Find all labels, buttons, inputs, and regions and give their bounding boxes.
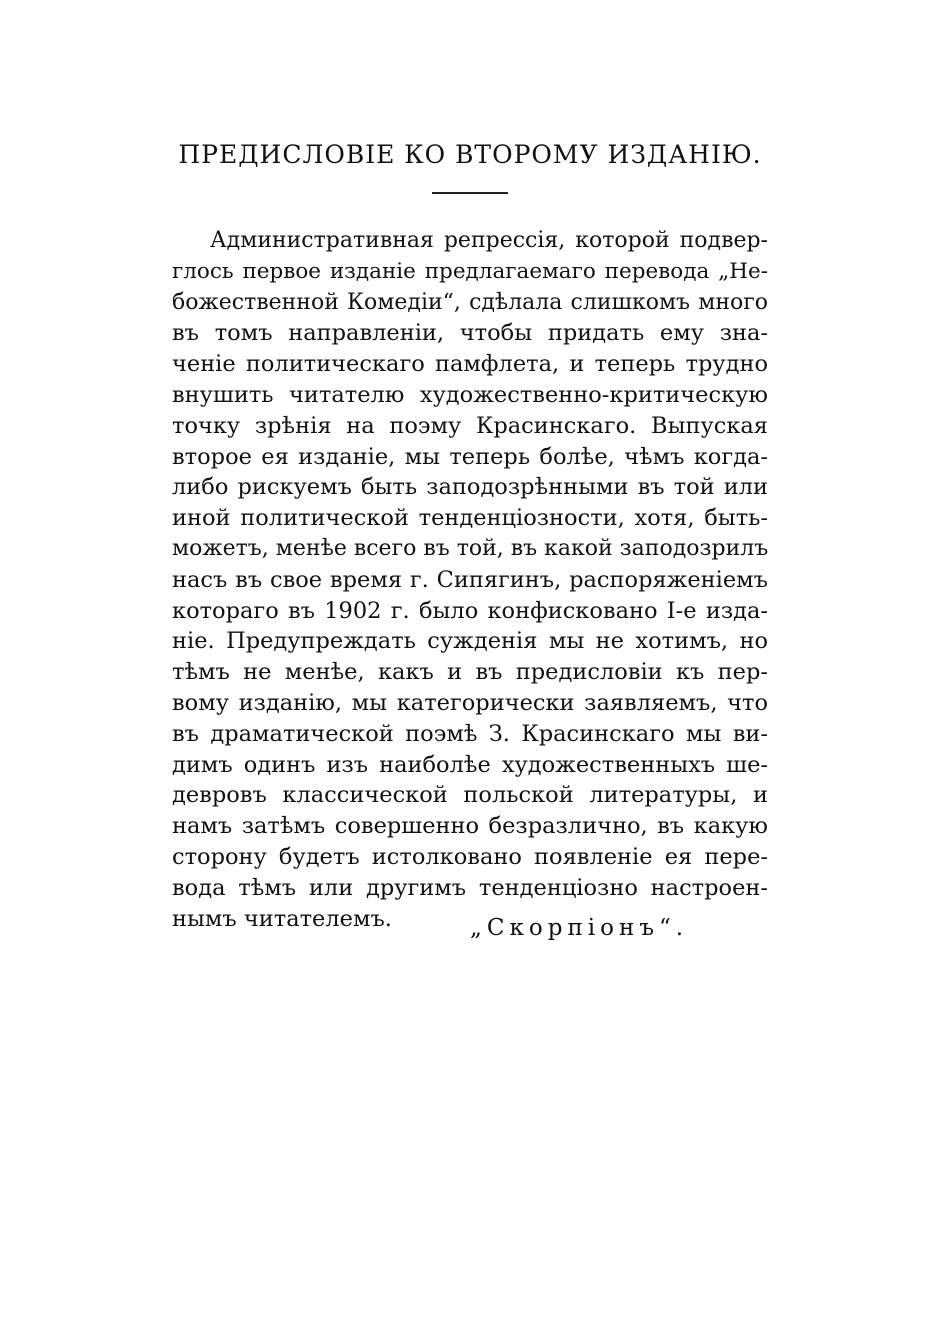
text-line: въ драматической поэмѣ З. Красинскаго мы ви- [172,720,768,747]
text-line: въ томъ направленіи, чтобы придать ему зна- [172,320,768,347]
text-line: котораго въ 1902 г. было конфисковано I-е изда- [172,597,768,624]
text-line: второе ея изданіе, мы теперь болѣе, чѣмъ когда- [172,443,768,470]
text-line: точку зрѣнія на поэму Красинскаго. Выпуская [172,412,768,439]
text-line: вому изданію, мы категорически заявляемъ, что [172,689,768,716]
text-line: можетъ, менѣе всего въ той, въ какой заподозрилъ [172,535,768,561]
text-line: Административная репрессія, которой подвер- [210,228,768,253]
text-line: нымъ читателемъ. [172,905,392,932]
text-line: девровъ классической польской литературы, и [172,782,768,809]
text-line: глось первое изданіе предлагаемаго перевода „Не- [172,258,768,284]
text-line: вода тѣмъ или другимъ тенденціозно настроен- [172,874,768,901]
text-line: ченіе политическаго памфлета, и теперь трудно [172,351,768,378]
page-title: ПРЕДИСЛОВІЕ КО ВТОРОМУ ИЗДАНІЮ. [178,140,762,169]
text-line: ніе. Предупреждать сужденія мы не хотимъ, но [172,628,768,655]
text-line: либо рискуемъ быть заподозрѣнными въ той или [172,474,768,501]
text-line: намъ затѣмъ совершенно безразлично, въ какую [172,813,768,840]
text-line: божественной Комедіи“, сдѣлала слишкомъ много [172,289,768,315]
text-line: иной политической тенденціозности, хотя, быть- [172,505,768,532]
text-line: насъ въ свое время г. Сипягинъ, распоряженіемъ [172,566,768,593]
text-line: внушить читателю художественно-критическую [172,381,768,408]
signature: „Скорпіонъ“. [470,915,689,941]
preface-body [172,226,768,934]
title-divider [432,192,508,194]
text-line: сторону будетъ истолковано появленіе ея пере- [172,843,768,870]
text-line: тѣмъ не менѣе, какъ и въ предисловіи къ пер- [172,659,768,686]
text-line: димъ одинъ изъ наиболѣе художественныхъ ше- [172,751,768,778]
